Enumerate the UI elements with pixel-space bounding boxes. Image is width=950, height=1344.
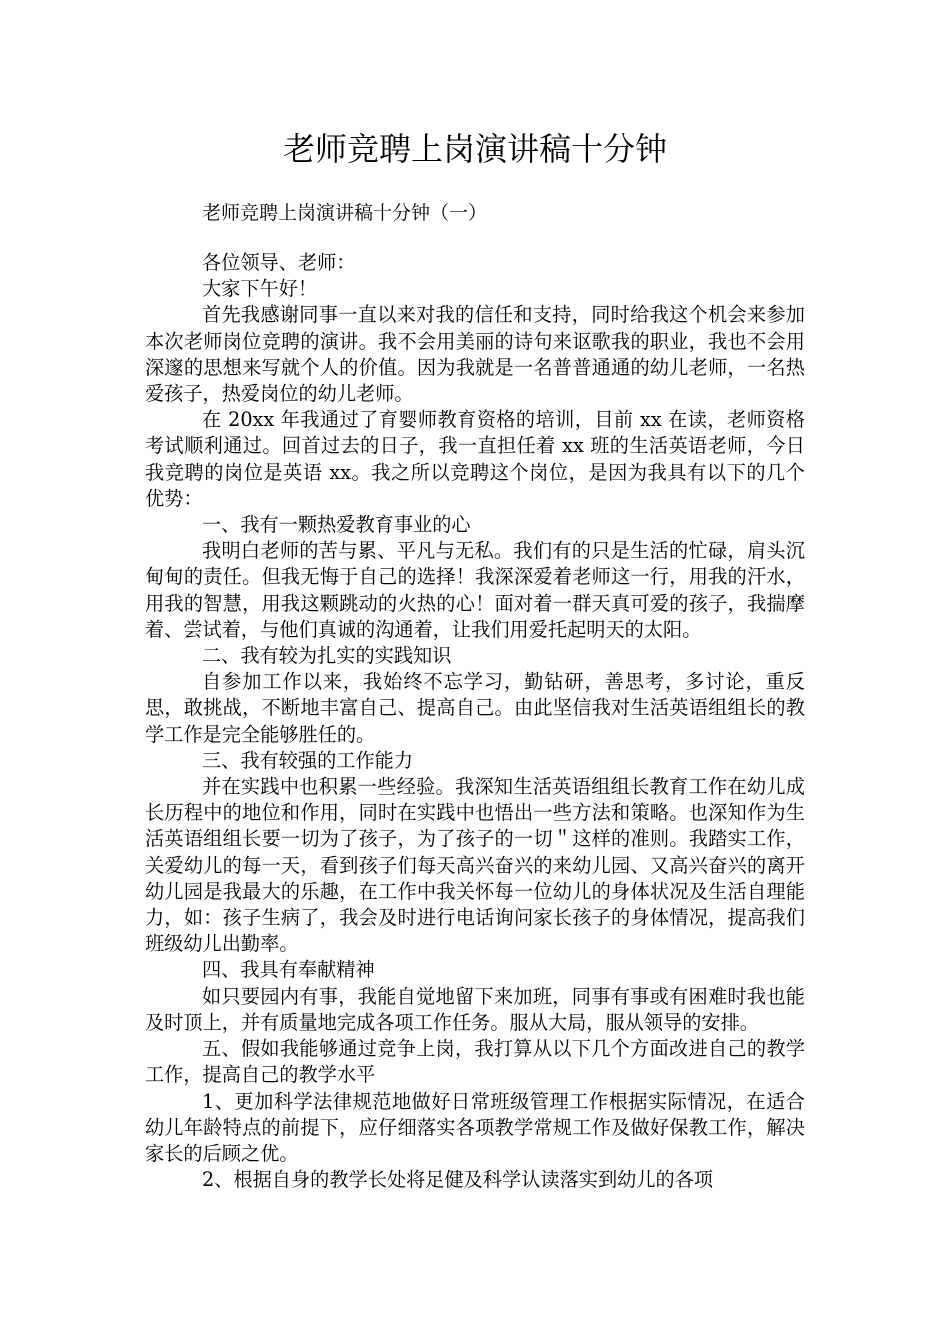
section-heading: 三、我有较强的工作能力 — [202, 748, 414, 772]
greeting: 各位领导、老师： — [202, 251, 356, 274]
greeting: 大家下午好！ — [202, 277, 318, 301]
paragraph: 1、更加科学法律规范地做好日常班级管理工作根据实际情况，在适合幼儿年龄特点的前提下，应仔细落实各项教学常规工作及做好保教工作，解决家长的后顾之优。 — [145, 1089, 805, 1165]
section-heading: 二、我有较为扎实的实践知识 — [202, 644, 452, 668]
paragraph: 我明白老师的苦与累、平凡与无私。我们有的只是生活的忙碌，肩头沉甸甸的责任。但我无悔于自己的选择！我深深爱着老师这一行，用我的汗水，用我的智慧，用我这颗跳动的火热的心！面对着一群天真可爱的孩子，我揣摩着、尝试着，与他们真诚的沟通着，让我们用爱托起明天的太阳。 — [145, 539, 805, 641]
paragraph: 自参加工作以来，我始终不忘学习，勤钻研，善思考，多讨论，重反思，敢挑战，不断地丰富自己、提高自己。由此坚信我对生活英语组组长的教学工作是完全能够胜任的。 — [145, 670, 805, 746]
section-heading: 四、我具有奉献精神 — [202, 958, 375, 982]
document-title: 老师竞聘上岗演讲稿十分钟 — [282, 130, 667, 168]
section-heading: 五、假如我能够通过竞争上岗，我打算从以下几个方面改进自己的教学工作，提高自己的教学水平 — [145, 1037, 805, 1087]
section-heading: 一、我有一颗热爱教育事业的心 — [202, 513, 471, 537]
paragraph: 如只要园内有事，我能自觉地留下来加班，同事有事或有困难时我也能及时顶上，并有质量地完成各项工作任务。服从大局，服从领导的安排。 — [145, 984, 805, 1034]
document-body — [145, 250, 805, 1193]
document-subtitle: 老师竞聘上岗演讲稿十分钟（一） — [202, 202, 488, 224]
paragraph: 首先我感谢同事一直以来对我的信任和支持，同时给我这个机会来参加本次老师岗位竞聘的演讲。我不会用美丽的诗句来讴歌我的职业，我也不会用深邃的思想来写就个人的价值。因为我就是一名普普通通的幼儿老师，一名热爱孩子，热爱岗位的幼儿老师。 — [145, 303, 805, 406]
paragraph: 在 20xx 年我通过了育婴师教育资格的培训，目前 xx 在读，老师资格考试顺利通过。回首过去的日子，我一直担任着 xx 班的生活英语老师，今日我竞聘的岗位是英语 xx。我之所以竞聘这个岗位，是因为我具有以下的几个优势： — [145, 408, 805, 510]
paragraph: 并在实践中也积累一些经验。我深知生活英语组组长教育工作在幼儿成长历程中的地位和作用，同时在实践中也悟出一些方法和策略。也深知作为生活英语组组长要一切为了孩子，为了孩子的一切＂这样的准则。我踏实工作，关爱幼儿的每一天，看到孩子们每天高兴奋兴的来幼儿园、又高兴奋兴的离开幼儿园是我最大的乐趣，在工作中我关怀每一位幼儿的身体状况及生活自理能力，如：孩子生病了，我会及时进行电话询问家长孩子的身体情况，提高我们班级幼儿出勤率。 — [145, 775, 805, 956]
paragraph: 2、根据自身的教学长处将足健及科学认读落实到幼儿的各项 — [202, 1168, 714, 1192]
